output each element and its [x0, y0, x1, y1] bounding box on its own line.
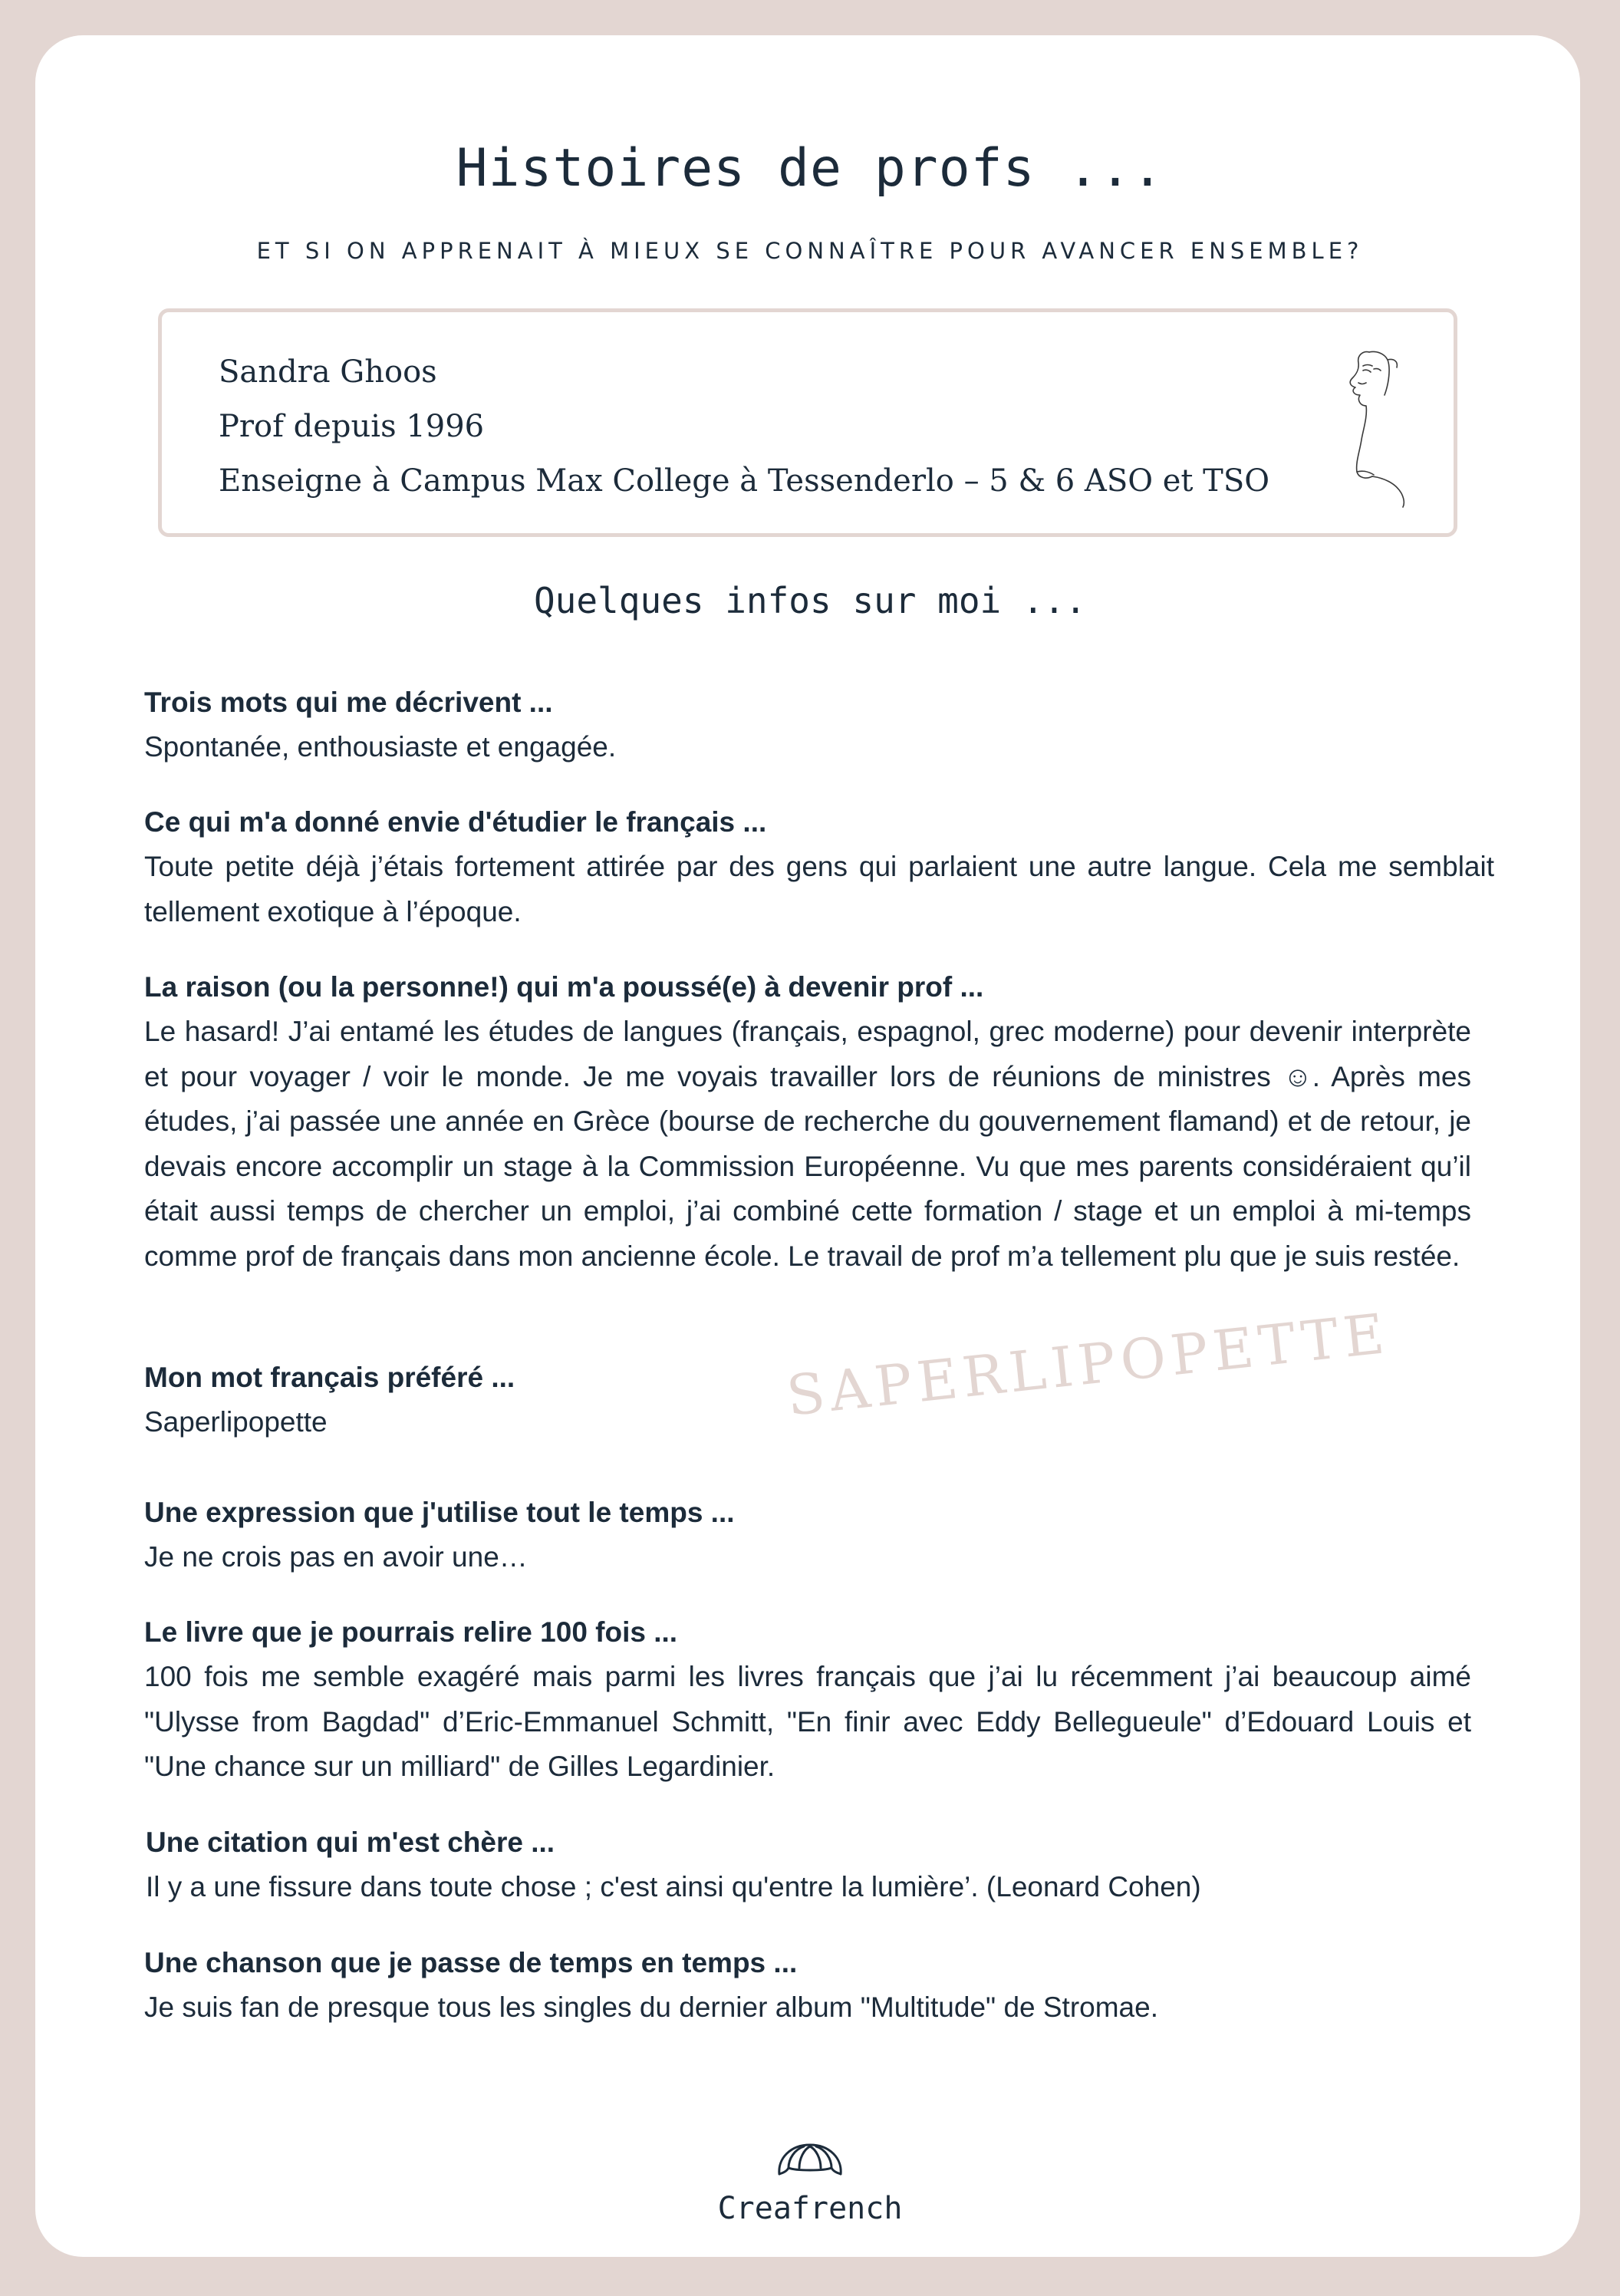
- qa-item-song: [144, 1941, 1494, 2031]
- answer-text: Le hasard! J’ai entamé les études de langues (français, espagnol, grec moderne) pour devenir interprète et pour voyager / voir le monde. Je me voyais travailler lors de réunions de ministres ☺. Après mes études, j’ai passée une année en Grèce (bourse de recherche du gouvernement flamand) et de retour, je devais encore accomplir un stage à la Commission Européenne. Vu que mes parents considéraient qu’il était aussi temps de chercher un emploi, j’ai combiné cette formation / stage et un emploi à mi-temps comme prof de français dans mon ancienne école. Le travail de prof m’a tellement plu que je suis restée.: [144, 1016, 1471, 1272]
- profile-name: Sandra Ghoos: [219, 354, 437, 390]
- line-art-face-icon: [1323, 348, 1415, 509]
- saperlipopette-stamp: SAPERLIPOPETTE: [783, 1300, 1393, 1428]
- question-label: Ce qui m'a donné envie d'étudier le français ...: [144, 806, 767, 838]
- answer-text: Je ne crois pas en avoir une…: [144, 1541, 528, 1573]
- qa-item-expression: [144, 1491, 1494, 1580]
- qa-item-quote: [146, 1820, 1496, 1910]
- question-label: Une chanson que je passe de temps en temps ...: [144, 1947, 798, 1978]
- qa-item-favorite-word: [144, 1356, 758, 1445]
- question-label: La raison (ou la personne!) qui m'a poussé(e) à devenir prof ...: [144, 971, 984, 1003]
- question-label: Mon mot français préféré ...: [144, 1362, 515, 1393]
- brand-name: Creafrench: [717, 2191, 903, 2226]
- answer-text: Spontanée, enthousiaste et engagée.: [144, 731, 617, 763]
- page-subtitle: ET SI ON APPRENAIT À MIEUX SE CONNAÎTRE POUR AVANCER ENSEMBLE?: [256, 238, 1364, 264]
- qa-item-motivation: [144, 800, 1494, 934]
- qa-item-book: [144, 1610, 1471, 1790]
- answer-text: Il y a une fissure dans toute chose ; c'est ainsi qu'entre la lumière’. (Leonard Cohen): [146, 1871, 1201, 1902]
- profile-box: [158, 308, 1457, 537]
- profile-since: Prof depuis 1996: [219, 409, 485, 444]
- question-label: Une citation qui m'est chère ...: [146, 1827, 555, 1858]
- qa-item-traits: [144, 680, 1494, 770]
- question-label: Le livre que je pourrais relire 100 fois ...: [144, 1616, 678, 1648]
- answer-text: 100 fois me semble exagéré mais parmi les livres français que j’ai lu récemment j’ai beaucoup aimé "Ulysse from Bagdad" d’Eric-Emmanuel Schmitt, "En finir avec Eddy Bellegueule" d’Edouard Louis et "Une chance sur un milliard" de Gilles Legardinier.: [144, 1661, 1471, 1782]
- croissant-icon: [772, 2139, 848, 2183]
- question-label: Une expression que j'utilise tout le temps ...: [144, 1497, 735, 1528]
- page-title: Histoires de profs ...: [456, 138, 1164, 199]
- answer-text: Toute petite déjà j’étais fortement attirée par des gens qui parlaient une autre langue. Cela me semblait tellement exotique à l’époque.: [144, 851, 1494, 927]
- question-label: Trois mots qui me décrivent ...: [144, 687, 553, 718]
- answer-text: Je suis fan de presque tous les singles du dernier album "Multitude" de Stromae.: [144, 1991, 1158, 2023]
- profile-school: Enseigne à Campus Max College à Tessenderlo – 5 & 6 ASO et TSO: [219, 463, 1270, 499]
- section-title: Quelques infos sur moi ...: [533, 580, 1087, 621]
- answer-text: Saperlipopette: [144, 1406, 328, 1438]
- qa-item-reason: [144, 965, 1471, 1279]
